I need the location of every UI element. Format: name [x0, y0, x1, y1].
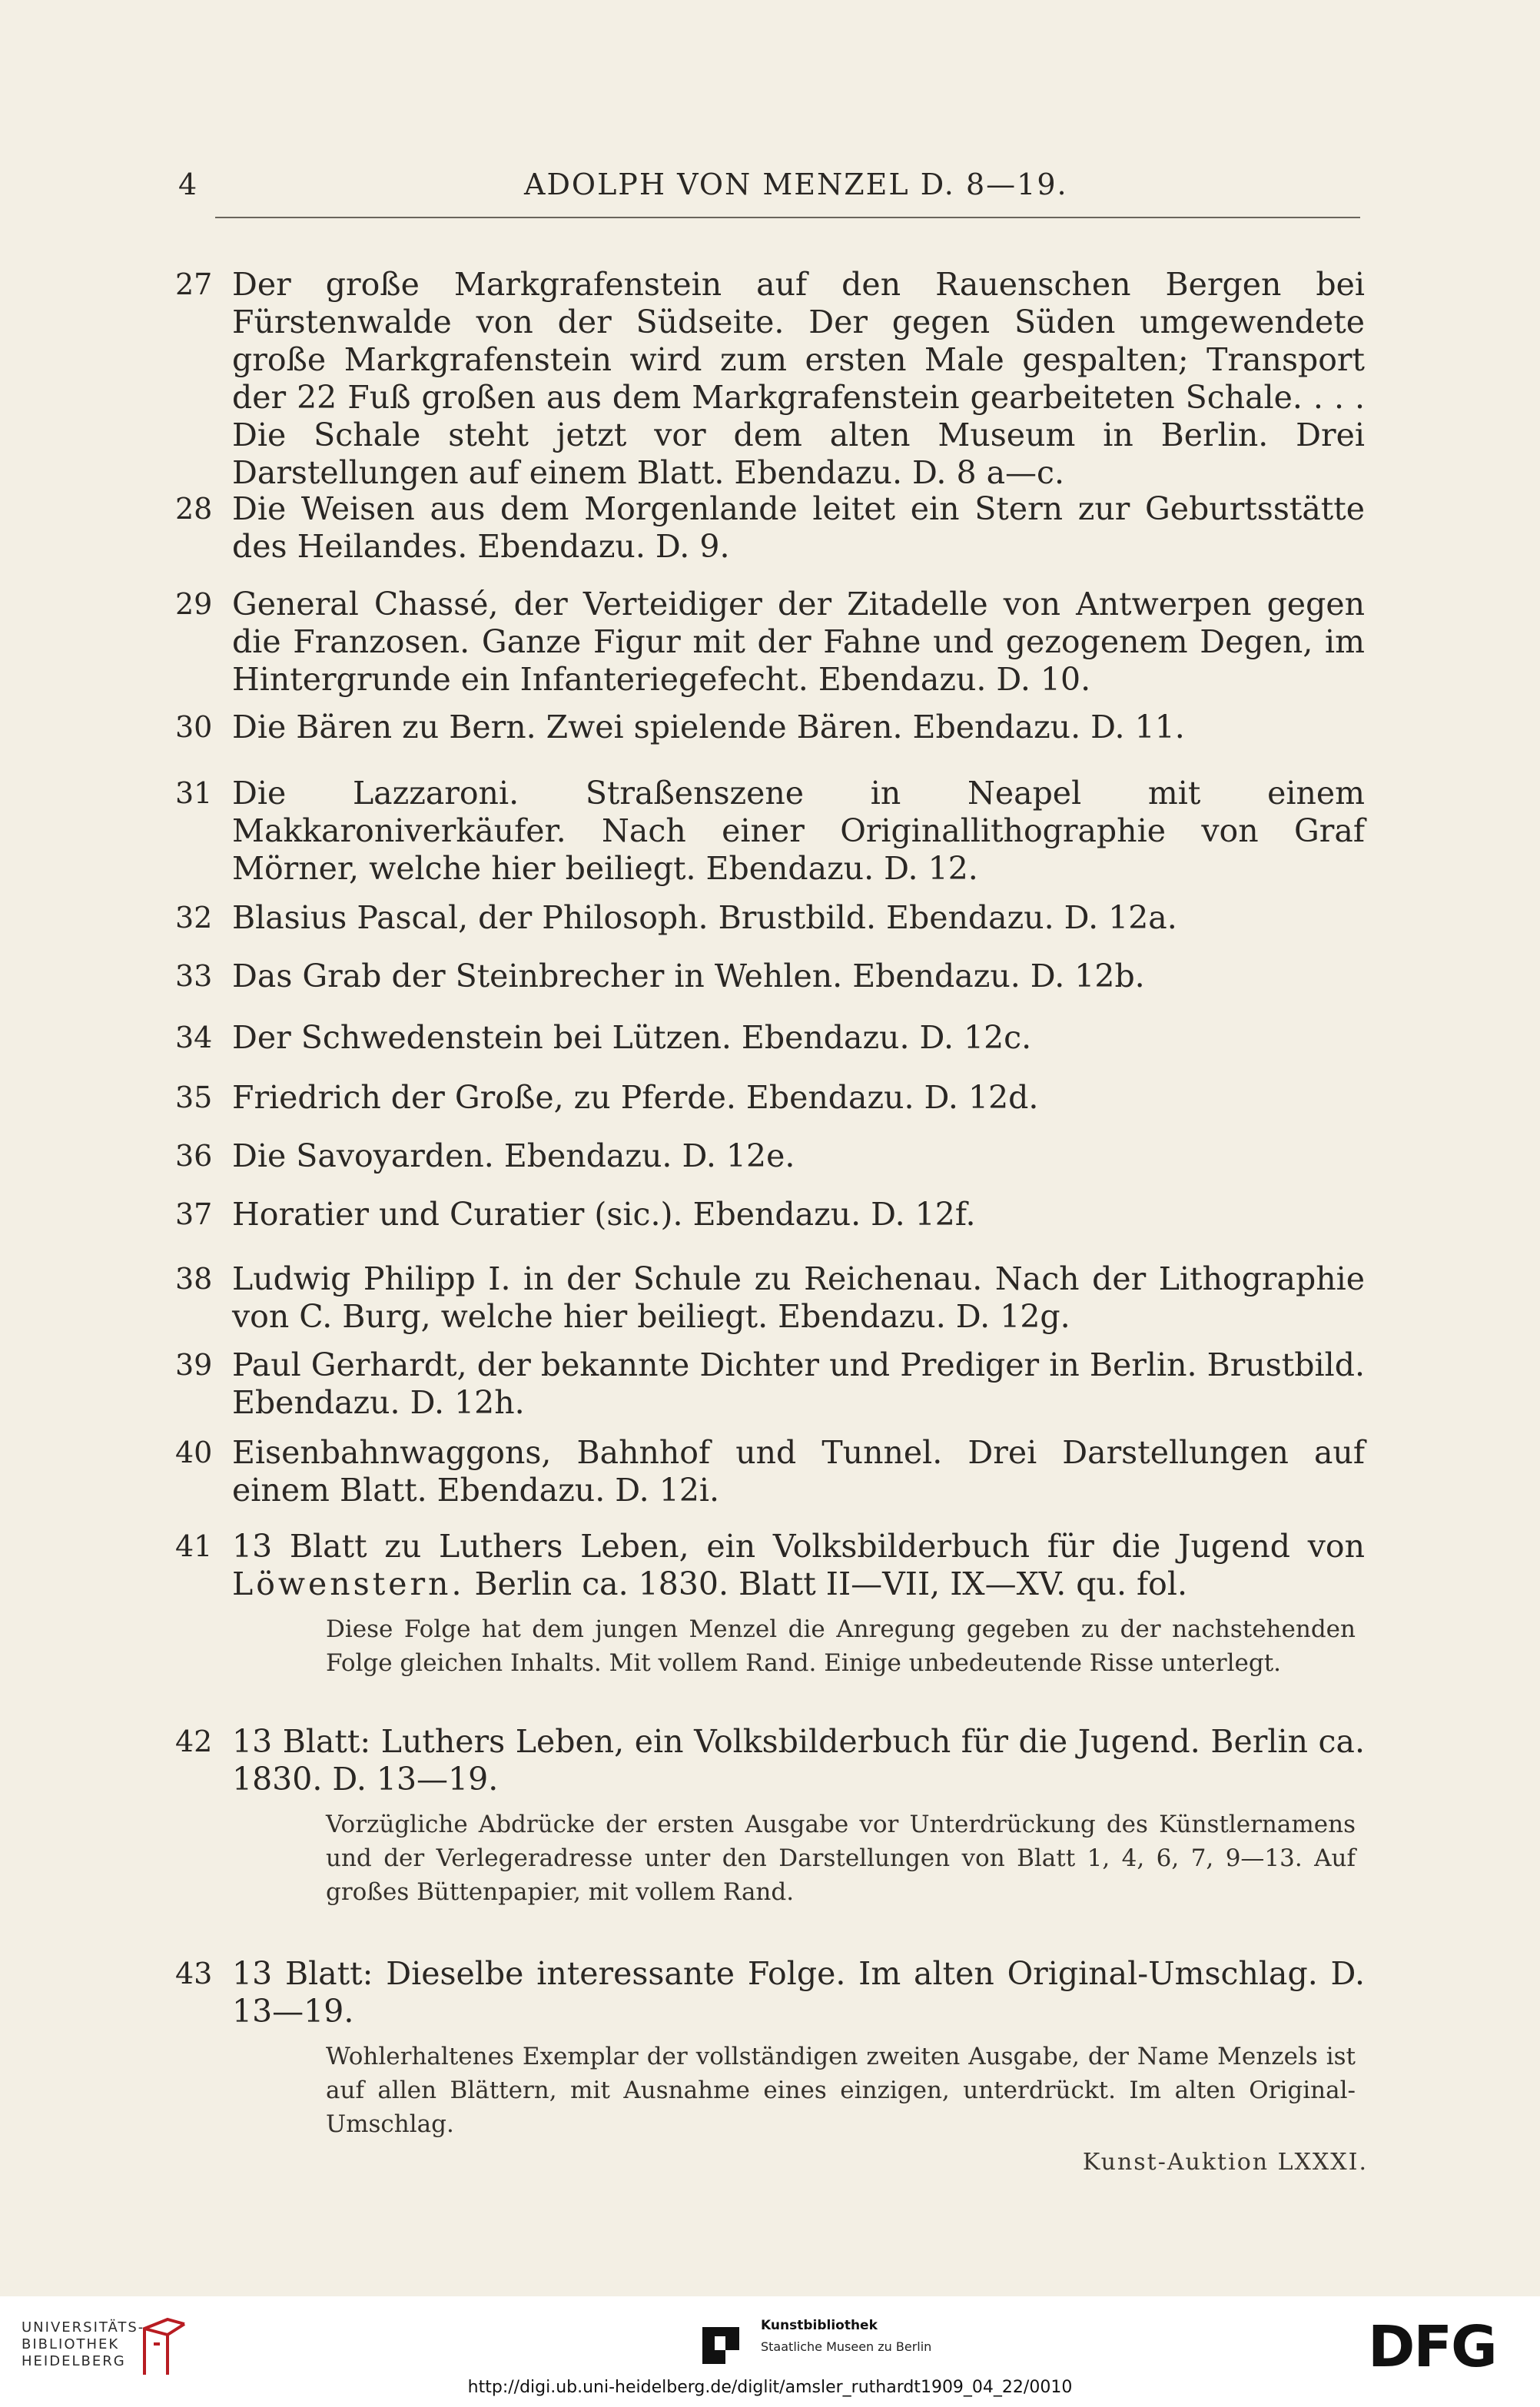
- entry-number: 27: [175, 267, 213, 301]
- entry-text: General Chassé, der Verteidiger der Zitadelle von Antwerpen gegen die Franzosen. Ganze Figur mit der Fahne und gezogenem Degen, im Hintergrunde ein Infanteriegefecht. Ebendazu. D. 10.: [232, 586, 1365, 698]
- entry-note: Wohlerhaltenes Exemplar der vollständigen zweiten Ausgabe, der Name Menzels ist auf allen Blättern, mit Ausnahme eines einzigen, unterdrückt. Im alten Original-Umschlag.: [326, 2043, 1356, 2138]
- kunstbibliothek-logo: [699, 2313, 976, 2375]
- entry-text: Blasius Pascal, der Philosoph. Brustbild. Ebendazu. D. 12a.: [232, 899, 1177, 936]
- catalog-entry: [175, 490, 1365, 566]
- entry-text: Die Weisen aus dem Morgenlande leitet ein Stern zur Geburtsstätte des Heilandes. Ebendazu. D. 9.: [232, 490, 1365, 565]
- entry-text: Ludwig Philipp I. in der Schule zu Reichenau. Nach der Lithographie von C. Burg, welche hier beiliegt. Ebendazu. D. 12g.: [232, 1260, 1365, 1335]
- catalog-entry: [175, 1434, 1365, 1509]
- entry-text: 13 Blatt: Dieselbe interessante Folge. Im alten Original-Umschlag. D. 13—19.: [232, 1955, 1365, 2030]
- catalog-signature: Kunst-Auktion LXXXI.: [1082, 2149, 1368, 2176]
- artist-name: Löwenstern.: [232, 1565, 465, 1602]
- entry-number: 36: [175, 1139, 213, 1173]
- entry-note: Vorzügliche Abdrücke der ersten Ausgabe vor Unterdrückung des Künstlernamens und der Verlegeradresse unter den Darstellungen von Blatt 1, 4, 6, 7, 9—13. Auf großes Büttenpapier, mit vollem Rand.: [326, 1811, 1356, 1906]
- entry-number: 32: [175, 901, 213, 935]
- page-number: 4: [178, 168, 198, 201]
- entry-text: Die Savoyarden. Ebendazu. D. 12e.: [232, 1137, 795, 1174]
- entry-text: Die Bären zu Bern. Zwei spielende Bären. Ebendazu. D. 11.: [232, 709, 1185, 745]
- entry-number: 35: [175, 1081, 213, 1114]
- entry-number: 33: [175, 959, 213, 993]
- catalog-entry: [175, 775, 1365, 888]
- running-title: ADOLPH VON MENZEL D. 8—19.: [524, 168, 1068, 201]
- university-library-text: [22, 2319, 144, 2370]
- ub-line-3: HEIDELBERG: [22, 2353, 126, 2369]
- entry-text: Eisenbahnwaggons, Bahnhof und Tunnel. Drei Darstellungen auf einem Blatt. Ebendazu. D. 12i.: [232, 1434, 1365, 1509]
- entry-number: 38: [175, 1262, 213, 1296]
- catalog-entry: [175, 1260, 1365, 1336]
- catalog-entry: [175, 1137, 1365, 1175]
- entry-number: 37: [175, 1197, 213, 1231]
- kunstbibliothek-emblem-icon: [699, 2319, 742, 2367]
- ub-line-1: UNIVERSITÄTS-: [22, 2319, 145, 2336]
- kunstbibliothek-title: Kunstbibliothek: [761, 2318, 878, 2333]
- entry-text: Friedrich der Große, zu Pferde. Ebendazu. D. 12d.: [232, 1079, 1039, 1116]
- entry-text: Die Lazzaroni. Straßenszene in Neapel mit einem Makkaroniverkäufer. Nach einer Originallithographie von Graf Mörner, welche hier beiliegt. Ebendazu. D. 12.: [232, 775, 1365, 887]
- entry-note: Diese Folge hat dem jungen Menzel die Anregung gegeben zu der nachstehenden Folge gleichen Inhalts. Mit vollem Rand. Einige unbedeutende Risse unterlegt.: [326, 1615, 1356, 1677]
- catalog-entry: [175, 1723, 1365, 1909]
- catalog-entry: [175, 958, 1365, 995]
- dfg-logo: DFG: [1368, 2314, 1496, 2380]
- entry-text: 13 Blatt: Luthers Leben, ein Volksbilderbuch für die Jugend. Berlin ca. 1830. D. 13—19.: [232, 1723, 1365, 1798]
- university-library-logo: [22, 2313, 206, 2382]
- source-url[interactable]: http://digi.ub.uni-heidelberg.de/diglit/amsler_ruthardt1909_04_22/0010: [467, 2378, 1073, 2397]
- entry-number: 29: [175, 587, 213, 621]
- ub-emblem-icon: [137, 2313, 191, 2382]
- catalog-entry: [175, 1346, 1365, 1422]
- entry-text: [232, 1528, 1365, 1603]
- catalog-entry: [175, 709, 1365, 746]
- entry-number: 42: [175, 1725, 213, 1758]
- entry-number: 30: [175, 710, 213, 744]
- entry-number: 28: [175, 492, 213, 526]
- entry-number: 31: [175, 776, 213, 810]
- entry-number: 43: [175, 1957, 213, 1990]
- entry-text: Der Schwedenstein bei Lützen. Ebendazu. D. 12c.: [232, 1019, 1032, 1056]
- catalog-entry: [175, 1528, 1365, 1680]
- entry-number: 39: [175, 1348, 213, 1382]
- ub-line-2: BIBLIOTHEK: [22, 2336, 120, 2352]
- entry-text: Der große Markgrafenstein auf den Rauenschen Bergen bei Fürstenwalde von der Südseite. Der gegen Süden umgewendete große Markgrafenstein wird zum ersten Male gespalten; Transport der 22 Fuß großen aus dem Markgrafenstein gearbeiteten Schale. . . . Die Schale steht jetzt vor dem alten Museum in Berlin. Drei Darstellungen auf einem Blatt. Ebendazu. D. 8 a—c.: [232, 266, 1365, 491]
- entry-text-end: Berlin ca. 1830. Blatt II—VII, IX—XV. qu. fol.: [474, 1565, 1188, 1602]
- catalog-entry: [175, 266, 1365, 492]
- catalog-entry: [175, 1079, 1365, 1117]
- digitization-footer: [0, 2296, 1540, 2407]
- catalog-entry: [175, 1955, 1365, 2141]
- entry-text: Paul Gerhardt, der bekannte Dichter und Prediger in Berlin. Brustbild. Ebendazu. D. 12h.: [232, 1346, 1365, 1421]
- entry-number: 41: [175, 1529, 213, 1563]
- kunstbibliothek-subtitle: Staatliche Museen zu Berlin: [761, 2339, 932, 2354]
- entry-number: 34: [175, 1021, 213, 1054]
- entry-number: 40: [175, 1436, 213, 1469]
- catalog-entry: [175, 899, 1365, 937]
- catalog-entry: [175, 1019, 1365, 1057]
- catalog-entry: [175, 1196, 1365, 1233]
- catalog-entry: [175, 586, 1365, 699]
- entry-text: Das Grab der Steinbrecher in Wehlen. Ebendazu. D. 12b.: [232, 958, 1145, 994]
- entry-text: Horatier und Curatier (sic.). Ebendazu. D. 12f.: [232, 1196, 976, 1233]
- entry-text-start: 13 Blatt zu Luthers Leben, ein Volksbilderbuch für die Jugend von: [232, 1528, 1365, 1565]
